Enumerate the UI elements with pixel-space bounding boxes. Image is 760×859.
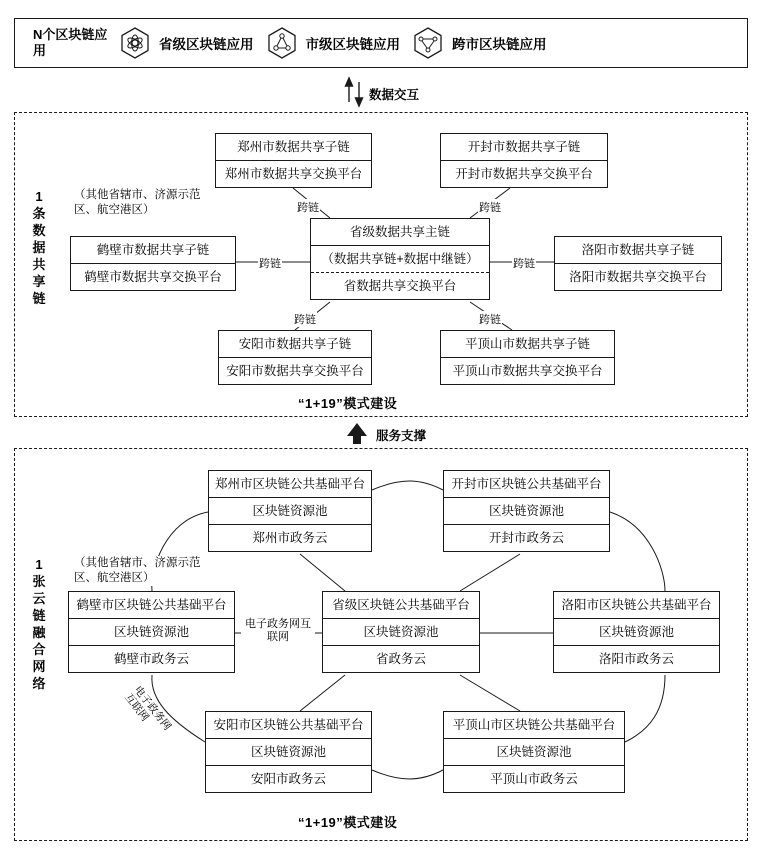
section2-node-hebi — [68, 591, 235, 673]
section1-node-hebi — [70, 236, 236, 291]
band-item-province — [119, 26, 254, 60]
node-row: 省政务云 — [375, 652, 426, 666]
section2-node-anyang — [205, 711, 372, 793]
section1-node-luoyang — [554, 236, 722, 291]
node-row: 区块链资源池 — [206, 739, 371, 766]
section2-note: （其他省辖市、济源示范区、航空港区） — [74, 556, 218, 586]
node-row: 区块链资源池 — [69, 619, 234, 646]
node-row: 平顶山市数据共享子链 — [441, 331, 614, 358]
section2-edge-label-1: 电子政务网互联网 — [241, 618, 315, 644]
service-support-label: 服务支撑 — [376, 429, 427, 443]
node-row: 洛阳市区块链公共基础平台 — [554, 592, 719, 619]
hex-node-icon — [412, 26, 444, 60]
node-row: 鹤壁市政务云 — [113, 652, 189, 666]
node-row: 开封市政务云 — [488, 531, 564, 545]
band-item-city — [266, 26, 401, 60]
node-row: 郑州市区块链公共基础平台 — [209, 471, 371, 498]
node-row: 开封市数据共享子链 — [441, 134, 607, 161]
section1-node-pingdingshan — [440, 330, 615, 385]
section1-note: （其他省辖市、济源示范区、航空港区） — [74, 188, 214, 218]
section2-node-luoyang — [553, 591, 720, 673]
band-title: N个区块链应用 — [33, 27, 108, 58]
section1-node-anyang — [218, 330, 372, 385]
band-item-crosscity — [412, 26, 547, 60]
section1-edge-label-2: 跨链 — [478, 199, 502, 215]
band-item-label: 省级区块链应用 — [159, 37, 254, 52]
node-row: 区块链资源池 — [444, 498, 609, 525]
node-row: 鹤壁市数据共享交换平台 — [84, 270, 222, 284]
node-row: 平顶山市数据共享交换平台 — [452, 364, 603, 378]
node-row: 开封市区块链公共基础平台 — [444, 471, 609, 498]
node-row: 省级数据共享主链 — [311, 219, 489, 246]
node-row: 区块链资源池 — [554, 619, 719, 646]
node-row: 郑州市政务云 — [252, 531, 328, 545]
node-row: 郑州市数据共享交换平台 — [224, 167, 363, 181]
section1-node-kaifeng — [440, 133, 608, 188]
node-row: 安阳市区块链公共基础平台 — [206, 712, 371, 739]
node-row: 洛阳市政务云 — [598, 652, 674, 666]
node-row: 郑州市数据共享子链 — [216, 134, 371, 161]
node-row: 平顶山市政务云 — [490, 772, 578, 786]
section1-edge-label-3: 跨链 — [258, 255, 282, 271]
node-row: 区块链资源池 — [209, 498, 371, 525]
node-row: 鹤壁市区块链公共基础平台 — [69, 592, 234, 619]
section1-side-label: 1条数据共享链 — [32, 189, 46, 306]
node-row: （数据共享链+数据中继链） — [311, 246, 489, 273]
section1-node-zhengzhou — [215, 133, 372, 188]
node-row: 安阳市数据共享子链 — [219, 331, 371, 358]
node-row: 安阳市数据共享交换平台 — [226, 364, 364, 378]
section1-edge-label-4: 跨链 — [512, 255, 536, 271]
band-item-label: 跨市区块链应用 — [452, 37, 547, 52]
node-row: 洛阳市数据共享交换平台 — [569, 270, 707, 284]
section1-center-node — [310, 218, 490, 300]
node-row: 安阳市政务云 — [250, 772, 326, 786]
section1-edge-label-5: 跨链 — [293, 311, 317, 327]
node-row: 省数据共享交换平台 — [343, 279, 457, 293]
section2-node-zhengzhou — [208, 470, 372, 552]
band-item-label: 市级区块链应用 — [305, 37, 400, 52]
node-row: 鹤壁市数据共享子链 — [71, 237, 235, 264]
node-row: 平顶山市区块链公共基础平台 — [444, 712, 624, 739]
node-row: 开封市数据共享交换平台 — [455, 167, 593, 181]
node-row: 省级区块链公共基础平台 — [323, 592, 479, 619]
section1-edge-label-1: 跨链 — [296, 199, 320, 215]
hex-network-icon — [266, 26, 298, 60]
section1-mode-label: “1+19”模式建设 — [298, 396, 398, 411]
section1-edge-label-6: 跨链 — [478, 311, 502, 327]
section2-node-pingdingshan — [443, 711, 625, 793]
section2-side-label: 1张云链融合网络 — [32, 557, 46, 691]
node-row: 区块链资源池 — [323, 619, 479, 646]
data-exchange-label: 数据交互 — [369, 88, 420, 102]
section2-edge-label-2: 电子政务网互联网 — [122, 684, 174, 733]
node-row: 洛阳市数据共享子链 — [555, 237, 721, 264]
section2-node-kaifeng — [443, 470, 610, 552]
hex-atom-icon — [119, 26, 151, 60]
node-row: 区块链资源池 — [444, 739, 624, 766]
top-application-band — [14, 18, 748, 68]
section2-center-node — [322, 591, 480, 673]
section2-mode-label: “1+19”模式建设 — [298, 815, 398, 830]
